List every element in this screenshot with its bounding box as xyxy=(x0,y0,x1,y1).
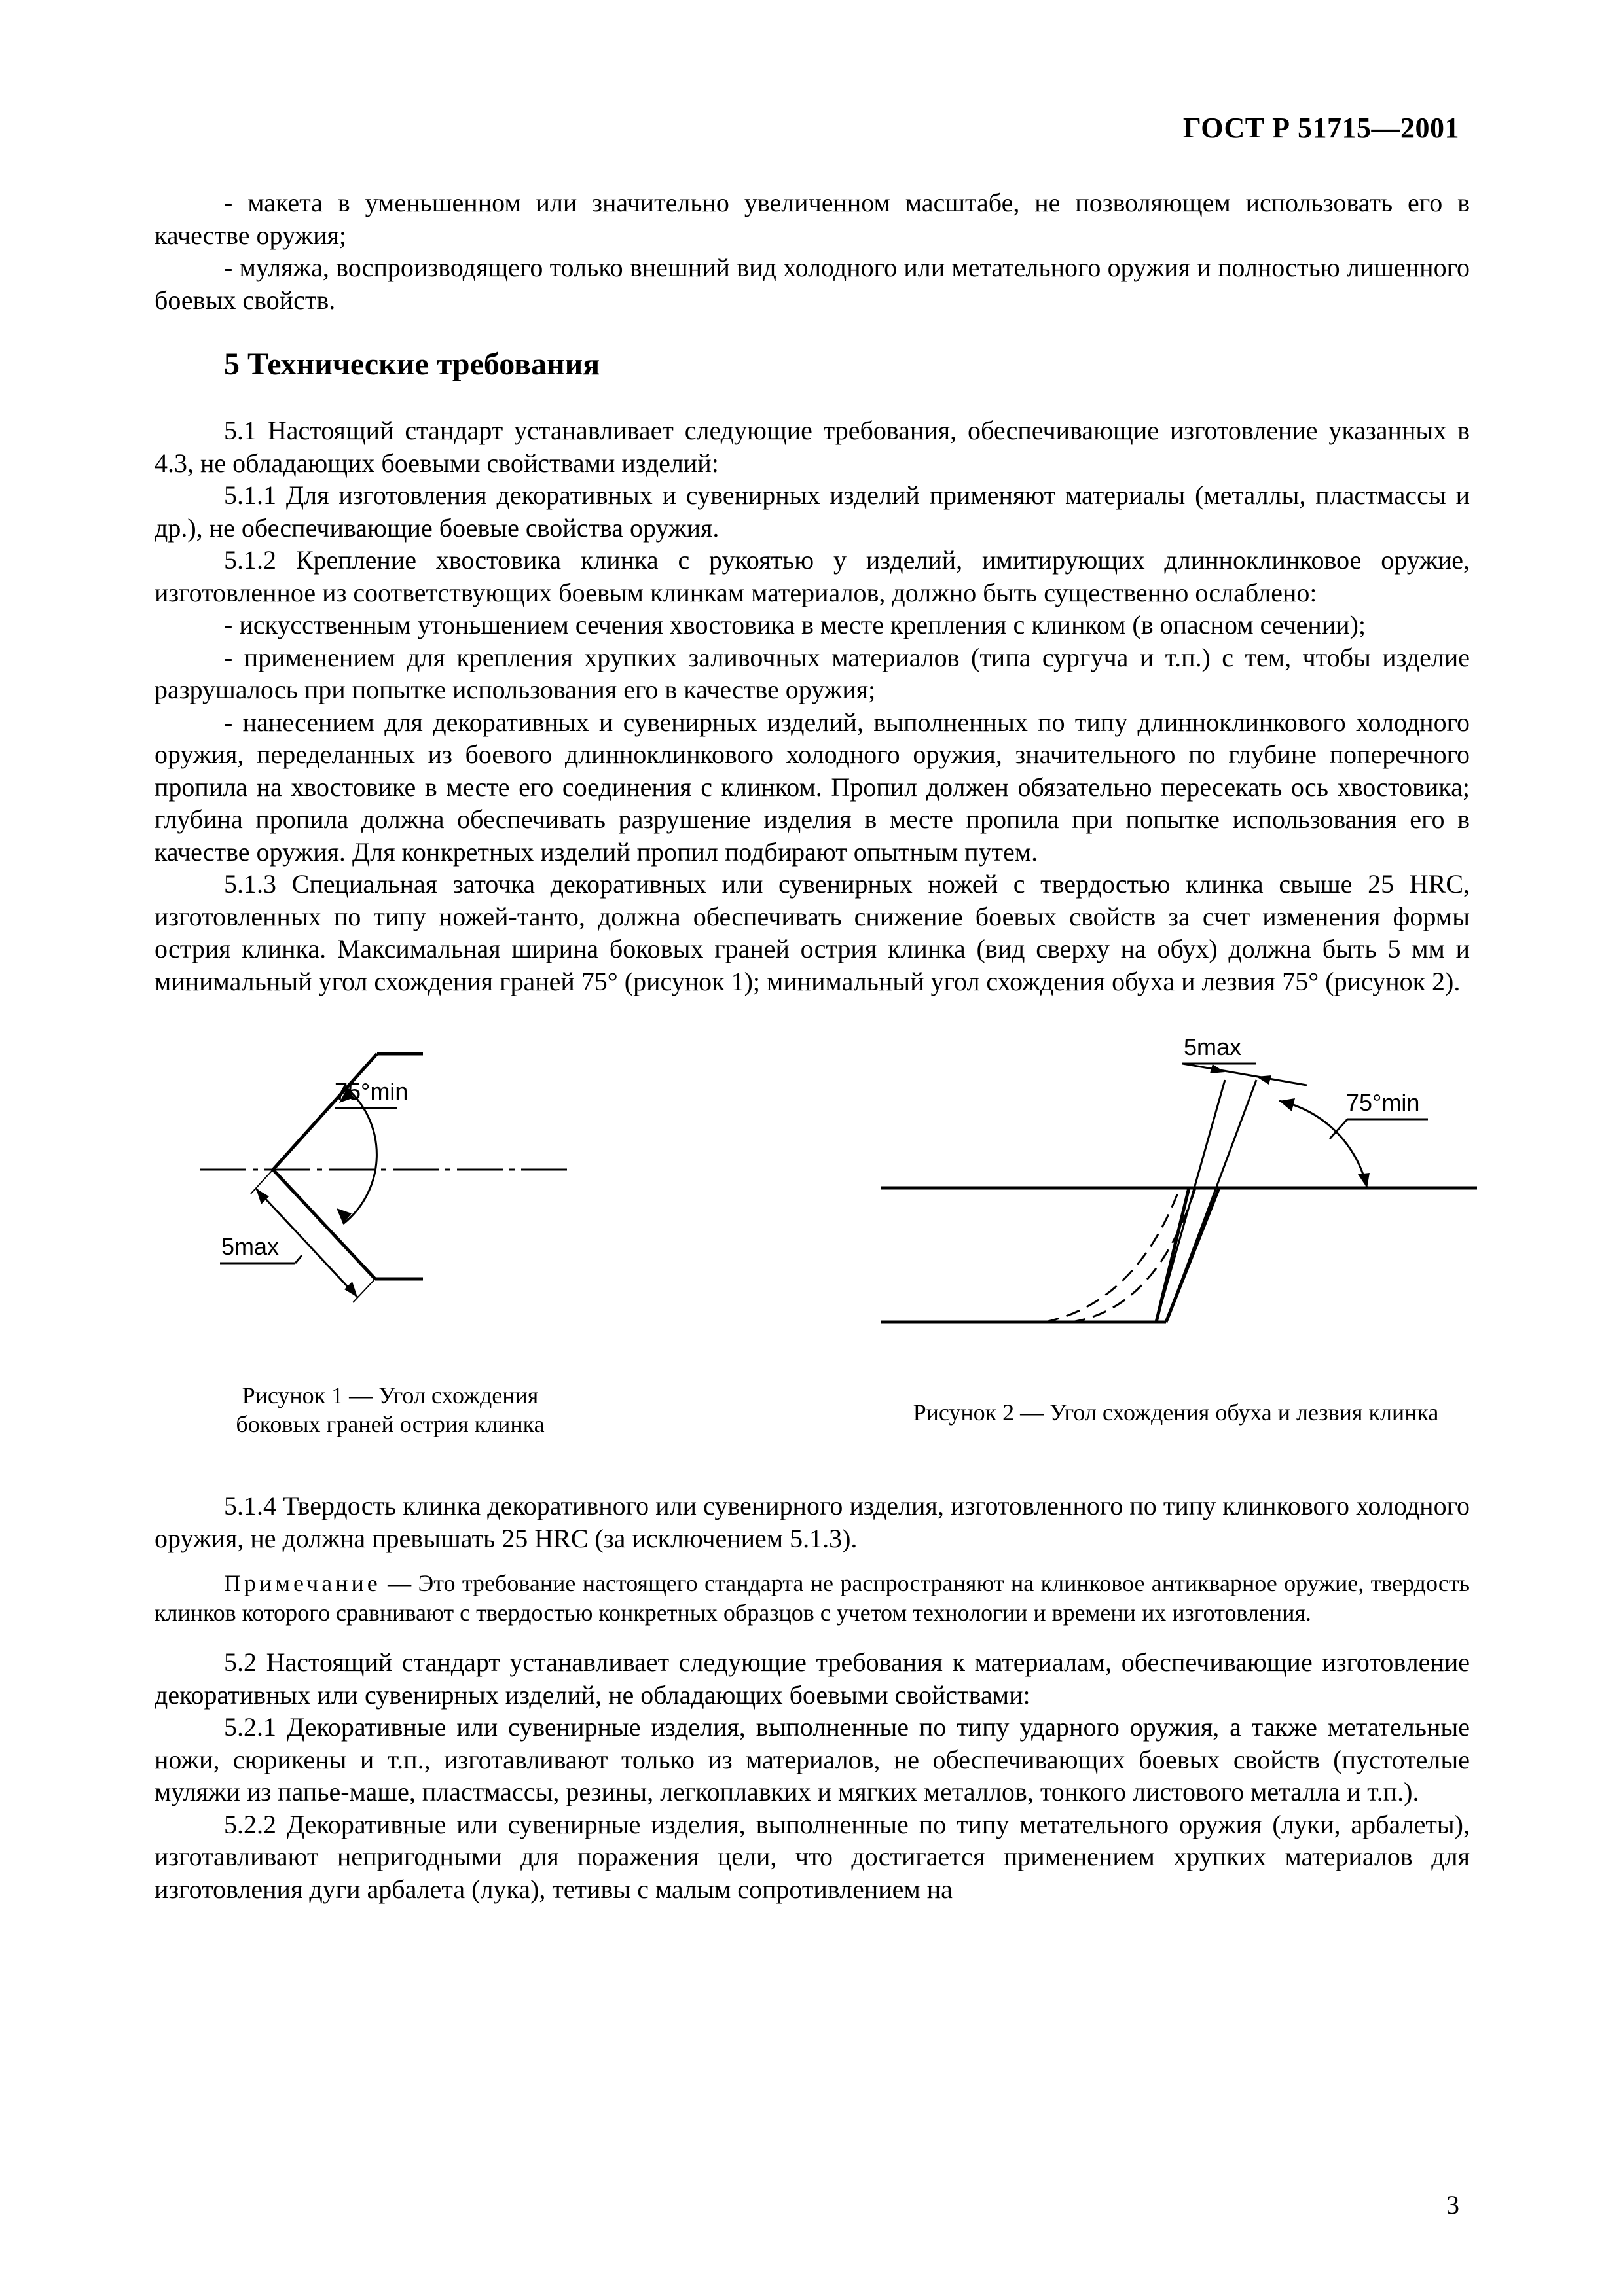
page-number: 3 xyxy=(1446,2190,1459,2219)
upper-face xyxy=(273,1054,377,1170)
figure-1-caption xyxy=(194,1381,587,1439)
figures-row xyxy=(155,1034,1470,1453)
paragraph: 5.1 Настоящий стандарт устанавливает следующие требования, обеспечивающие изготовление указанных в 4.3, не обладающих боевыми свойствами изделий: xyxy=(155,416,1470,478)
note xyxy=(155,1569,1470,1628)
body-text xyxy=(155,187,1470,1905)
figure-1 xyxy=(194,1034,587,1453)
angle-arrow-bottom xyxy=(1358,1173,1370,1188)
paragraph: - нанесением для декоративных и сувенирных изделий, выполненных по типу длинноклинкового холодного оружия, переделанных из боевого длинноклинкового холодного оружия, значительного по глубине поперечного пропила на хвостовике в месте его соединения с клинком. Пропил должен обязательно пересекать ось хвостовика; глубина пропила должна обеспечивать разрушение изделия в месте пропила при попытке использования его в качестве оружия. Для конкретных изделий пропил подбирают опытным путем. xyxy=(155,707,1470,867)
caption-line: Рисунок 1 — Угол схождения xyxy=(242,1382,539,1408)
dashed-curve-1 xyxy=(1071,1188,1195,1322)
figure-2 xyxy=(848,1034,1503,1453)
paragraph: 5.1.3 Специальная заточка декоративных или сувенирных ножей с твердостью клинка свыше 25 HRC, изготовленных по типу ножей-танто, должна обеспечивать снижение боевых свойств за счет изменения формы острия клинка. Максимальная ширина боковых граней острия клинка (вид сверху на обух) должна быть 5 мм и минимальный угол схождения граней 75° (рисунок 1); минимальный угол схождения обуха и лезвия 75° (рисунок 2). xyxy=(155,869,1470,996)
figure-2-caption: Рисунок 2 — Угол схождения обуха и лезвия клинка xyxy=(913,1399,1439,1426)
paragraph: 5.2.1 Декоративные или сувенирные изделия, выполненные по типу ударного оружия, а также метательные ножи, сюрикены и т.п., изготавливают только из материалов, не обеспечивающих боевых свойств (пустотелые муляжи из папье-маше, пластмассы, резины, легкоплавких и мягких металлов, тонкого листового металла и т.п.). xyxy=(155,1712,1470,1806)
figure-2-drawing xyxy=(848,1034,1503,1401)
paragraph: 5.2.2 Декоративные или сувенирные изделия, выполненные по типу метательного оружия (луки, арбалеты), изготавливают непригодными для поражения цели, что достигается применением хрупких материалов для изготовления дуги арбалета (лука), тетивы с малым сопротивлением на xyxy=(155,1809,1470,1904)
paragraph: 5.1.1 Для изготовления декоративных и сувенирных изделий применяют материалы (металлы, пластмассы и др.), не обеспечивающие боевые свойства оружия. xyxy=(155,480,1470,543)
width-label: 5max xyxy=(1184,1034,1242,1060)
angle-arrow-bottom xyxy=(337,1208,352,1224)
figure-1-drawing xyxy=(194,1034,587,1388)
angle-label: 75°min xyxy=(1346,1089,1420,1116)
section-title: 5 Технические требования xyxy=(224,347,600,382)
ext-line-1 xyxy=(251,1170,273,1194)
paragraph: 5.2 Настоящий стандарт устанавливает следующие требования к материалам, обеспечивающие изготовление декоративных или сувенирных изделий, не обладающих боевыми свойствами: xyxy=(155,1647,1470,1710)
angle-label: 75°min xyxy=(335,1078,409,1105)
paragraph: - применением для крепления хрупких заливочных материалов (типа сургуча и т.п.) с тем, чтобы изделие разрушалось при попытке использования его в качестве оружия; xyxy=(155,642,1470,704)
standard-code: ГОСТ Р 51715—2001 xyxy=(1182,112,1459,144)
paragraph: 5.1.4 Твердость клинка декоративного или сувенирного изделия, изготовленного по типу клинкового холодного оружия, не должна превышать 25 HRC (за исключением 5.1.3). xyxy=(155,1491,1470,1553)
paragraph: - макета в уменьшенном или значительно увеличенном масштабе, не позволяющем использовать его в качестве оружия; xyxy=(155,188,1470,250)
note-text: — Это требование настоящего стандарта не распространяют на клинковое антикварное оружие, твердость клинков которого сравнивают с твердостью конкретных образцов с учетом технологии и времени их изготовления. xyxy=(155,1570,1470,1626)
paragraph: - муляжа, воспроизводящего только внешний вид холодного или метательного оружия и полностью лишенного боевых свойств. xyxy=(155,253,1470,315)
note-label: Примечание xyxy=(224,1570,381,1596)
dim-arrow-1 xyxy=(1210,1064,1225,1073)
width-dim-line xyxy=(1182,1064,1307,1085)
width-label: 5max xyxy=(221,1233,280,1260)
angle-arrow-top xyxy=(1279,1098,1295,1111)
paragraph: 5.1.2 Крепление хвостовика клинка с рукоятью у изделий, имитирующих длинноклинковое оружие, изготовленное из соответствующих боевым клинкам материалов, должно быть существенно ослаблено: xyxy=(155,545,1470,607)
ext-line-2 xyxy=(353,1279,375,1302)
dim-arrow-2 xyxy=(1256,1075,1271,1085)
paragraph: - искусственным утоньшением сечения хвостовика в месте крепления с клинком (в опасном сечении); xyxy=(224,610,1366,639)
caption-line: боковых граней острия клинка xyxy=(236,1411,545,1437)
width-leader-link xyxy=(295,1255,302,1263)
